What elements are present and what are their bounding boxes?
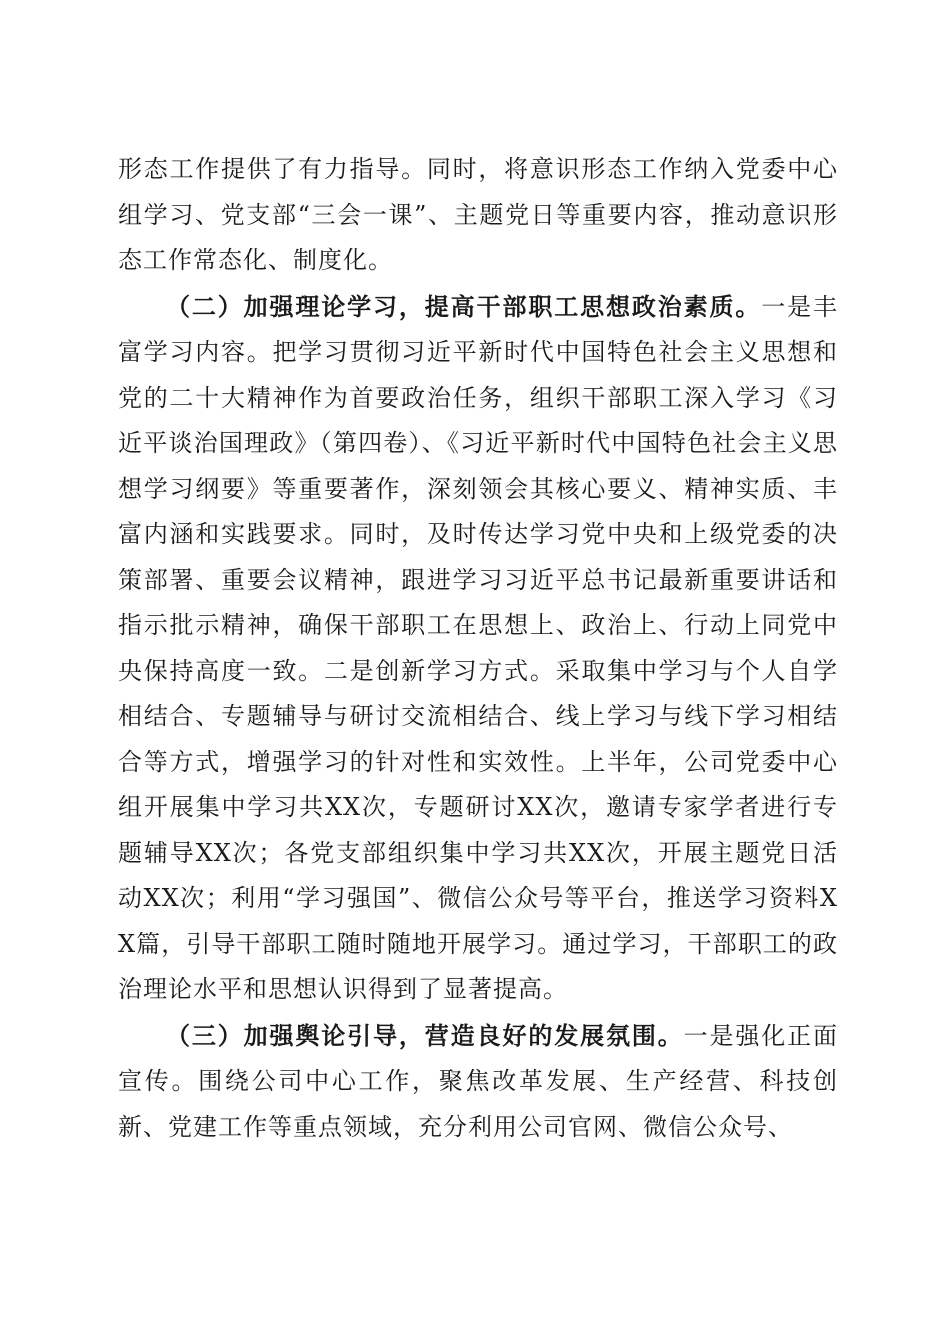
paragraph-body: 一是强化正面宣传。围绕公司中心工作，聚焦改革发展、生产经营、科技创新、党建工作等重点领域，充分利用公司官网、微信公众号、 [118, 1021, 839, 1141]
paragraph-continuation [118, 147, 838, 284]
paragraph-body: 一是丰富学习内容。把学习贯彻习近平新时代中国特色社会主义思想和党的二十大精神作为首要政治任务，组织干部职工深入学习《习近平谈治国理政》（第四卷）、《习近平新时代中国特色社会主义思想学习纲要》等重要著作，深刻领会其核心要义、精神实质、丰富内涵和实践要求。同时，及时传达学习党中央和上级党委的决策部署、重要会议精神，跟进学习习近平总书记最新重要讲话和指示批示精神，确保干部职工在思想上、政治上、行动上同党中央保持高度一致。二是创新学习方式。采取集中学习与个人自学相结合、专题辅导与研讨交流相结合、线上学习与线下学习相结合等方式，增强学习的针对性和实效性。上半年，公司党委中心组开展集中学习共XX次，专题研讨XX次，邀请专家学者进行专题辅导XX次；各党支部组织集中学习共XX次，开展主题党日活动XX次；利用“学习强国”、微信公众号等平台，推送学习资料XX篇，引导干部职工随时随地开展学习。通过学习，干部职工的政治理论水平和思想认识得到了显著提高。 [118, 292, 839, 1003]
section-heading-3: （三）加强舆论引导，营造良好的发展氛围。 [166, 1020, 684, 1050]
paragraph-theory-study [118, 284, 838, 1013]
section-heading-2: （二）加强理论学习，提高干部职工思想政治素质。 [166, 291, 762, 321]
paragraph-public-opinion [118, 1013, 838, 1151]
paragraph-body: 形态工作提供了有力指导。同时，将意识形态工作纳入党委中心组学习、党支部“三会一课”、主题党日等重要内容，推动意识形态工作常态化、制度化。 [118, 155, 838, 274]
document-body [118, 147, 838, 1150]
